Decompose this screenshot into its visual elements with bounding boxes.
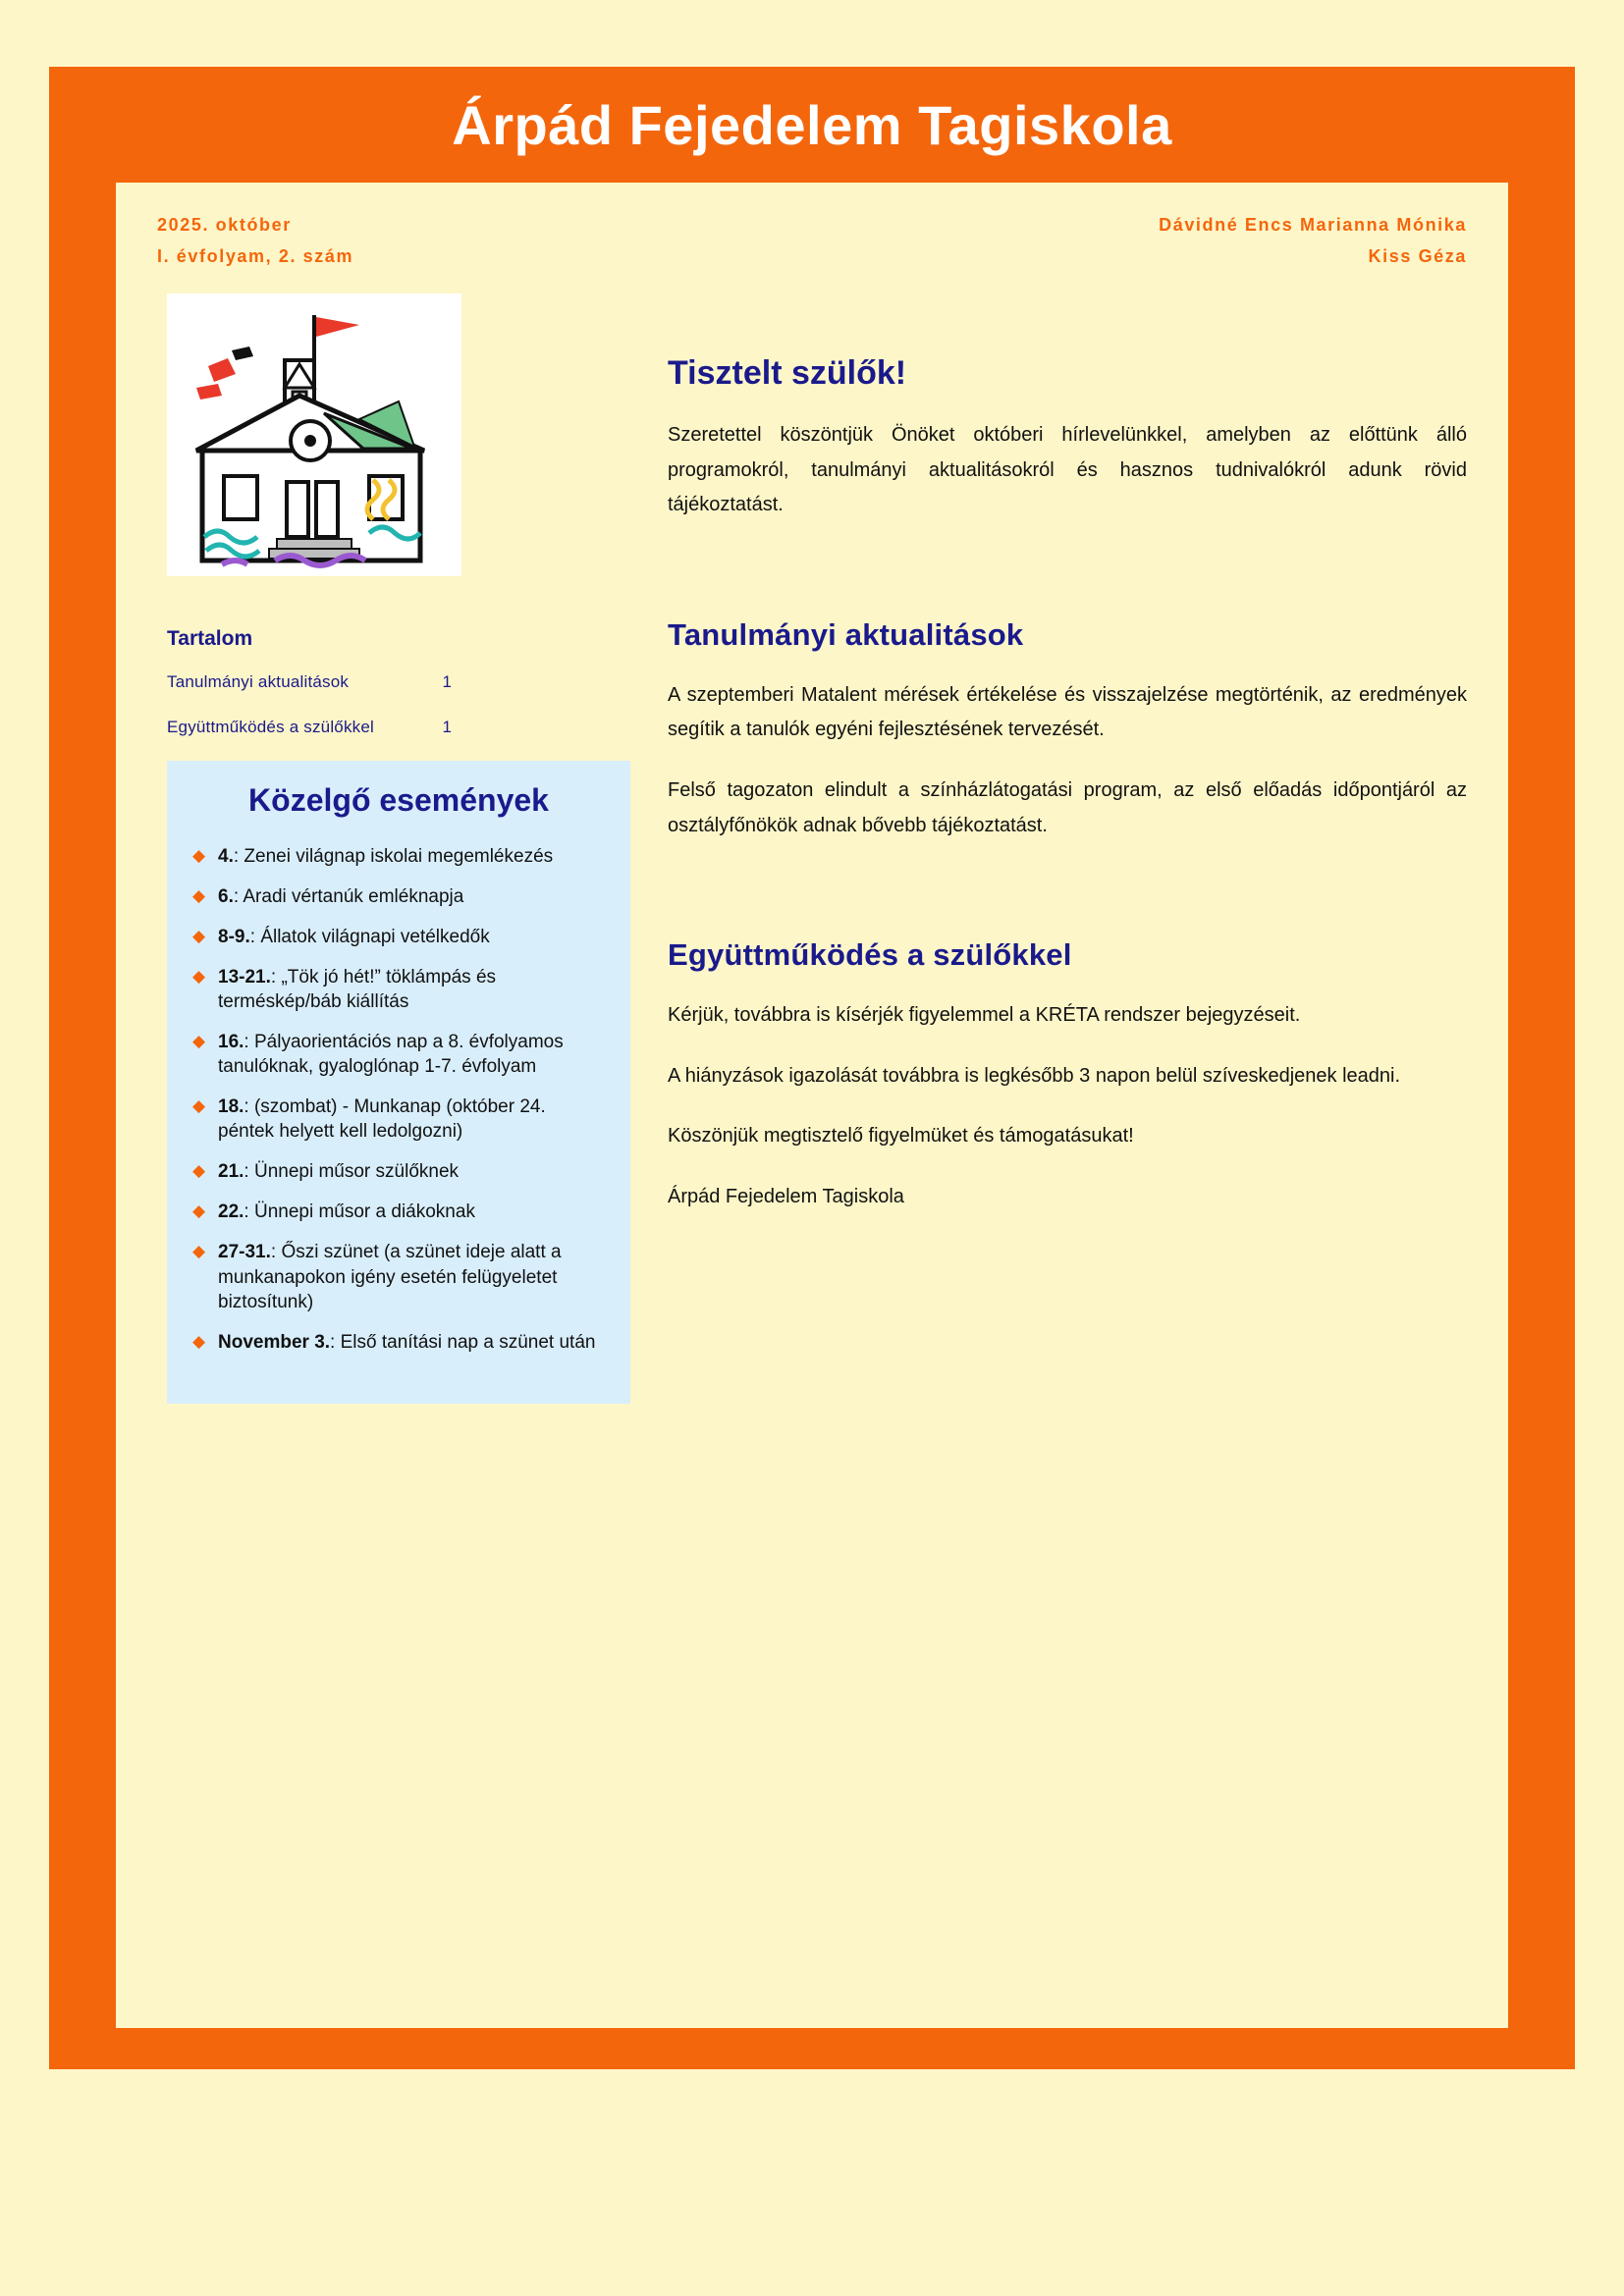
event-date: 16. — [218, 1031, 244, 1052]
event-description: Ünnepi műsor a diákoknak — [253, 1201, 475, 1223]
parents-paragraph-2: A hiányzások igazolását továbbra is legkésőbb 3 napon belül szíveskedjenek leadni. — [668, 1064, 1401, 1087]
page-content — [116, 183, 1508, 2028]
toc-title: Tartalom — [167, 627, 253, 650]
event-separator: : — [244, 1096, 254, 1118]
toc-row[interactable] — [167, 670, 491, 694]
event-text — [218, 1330, 605, 1355]
intro-paragraph: Szeretettel köszöntjük Önöket októberi hírlevelünkkel, amelyben az előttünk álló programokról, tanulmányi aktualitásokról és hasznos tudnivalókról adunk rövid tájékoztatást. — [668, 424, 1467, 516]
diamond-bullet-icon: ◆ — [192, 966, 206, 986]
event-description: Zenei világnap iskolai megemlékezés — [244, 845, 554, 867]
event-separator: : — [233, 885, 244, 907]
parents-paragraph-1: Kérjük, továbbra is kísérjék figyelemmel a KRÉTA rendszer bejegyzéseit. — [668, 1004, 1301, 1027]
list-item — [192, 1030, 605, 1079]
event-description: (szombat) - Munkanap (október 24. péntek helyett kell ledolgozni) — [218, 1096, 546, 1143]
upcoming-events-box — [167, 761, 630, 1404]
right-column — [630, 294, 1467, 1404]
event-description: Őszi szünet (a szünet ideje alatt a munkanapokon igény esetén felügyeletet biztosítunk) — [218, 1242, 562, 1312]
newsletter-page — [49, 67, 1575, 2069]
event-separator: : — [330, 1331, 341, 1353]
toc-row[interactable] — [167, 716, 491, 739]
diamond-bullet-icon: ◆ — [192, 845, 206, 865]
diamond-bullet-icon: ◆ — [192, 1031, 206, 1050]
author-info — [1159, 210, 1467, 272]
event-separator: : — [244, 1031, 254, 1052]
issue-number: I. évfolyam, 2. szám — [157, 245, 354, 266]
diamond-bullet-icon: ◆ — [192, 885, 206, 905]
toc-label: Együttműködés a szülőkkel — [167, 717, 374, 736]
toc-page: 1 — [442, 672, 452, 691]
event-date: 4. — [218, 845, 234, 867]
diamond-bullet-icon: ◆ — [192, 926, 206, 945]
event-date: 21. — [218, 1161, 244, 1183]
event-description: Első tanítási nap a szünet után — [340, 1331, 596, 1353]
event-separator: : — [249, 926, 261, 947]
academic-paragraph-2: Felső tagozaton elindult a színházlátogatási program, az első előadás időpontjáról az osztályfőnökök adnak bővebb tájékoztatást. — [668, 778, 1467, 836]
event-text — [218, 1200, 605, 1224]
event-date: 18. — [218, 1096, 244, 1118]
school-building-clipart — [167, 294, 461, 576]
diamond-bullet-icon: ◆ — [192, 1096, 206, 1116]
event-text — [218, 1030, 605, 1079]
event-text — [218, 1095, 605, 1144]
event-separator: : — [270, 966, 282, 988]
event-separator: : — [270, 1242, 282, 1263]
list-item — [192, 884, 605, 909]
greeting-heading: Tisztelt szülők! — [668, 354, 907, 392]
event-separator: : — [244, 1161, 254, 1183]
body-columns — [116, 294, 1508, 1404]
section-heading-academic: Tanulmányi aktualitások — [668, 616, 1024, 652]
list-item — [192, 1200, 605, 1224]
event-date: 8-9. — [218, 926, 250, 947]
toc-page: 1 — [442, 717, 452, 736]
academic-paragraph-1: A szeptemberi Matalent mérések értékelése és visszajelzése megtörténik, az eredmények segítik a tanulók egyéni fejlesztésének tervezését. — [668, 683, 1467, 741]
diamond-bullet-icon: ◆ — [192, 1161, 206, 1181]
toc-list — [167, 670, 491, 739]
issue-date: 2025. október — [157, 215, 292, 235]
event-text — [218, 1159, 605, 1184]
issue-info — [157, 210, 353, 272]
list-item — [192, 1240, 605, 1313]
parents-paragraph-3: Köszönjük megtisztelő figyelmüket és támogatásukat! — [668, 1125, 1134, 1148]
diamond-bullet-icon: ◆ — [192, 1201, 206, 1221]
event-text — [218, 1240, 605, 1313]
page-title: Árpád Fejedelem Tagiskola — [452, 93, 1172, 156]
diamond-bullet-icon: ◆ — [192, 1331, 206, 1351]
event-text — [218, 844, 605, 869]
list-item — [192, 965, 605, 1014]
signature: Árpád Fejedelem Tagiskola — [668, 1185, 904, 1207]
author-secondary: Kiss Géza — [1368, 245, 1467, 266]
event-date: 27-31. — [218, 1242, 271, 1263]
event-date: November 3. — [218, 1331, 331, 1353]
event-date: 6. — [218, 885, 234, 907]
event-text — [218, 965, 605, 1014]
list-item — [192, 1159, 605, 1184]
masthead — [49, 67, 1575, 183]
list-item — [192, 925, 605, 949]
event-description: Pályaorientációs nap a 8. évfolyamos tanulóknak, gyaloglónap 1-7. évfolyam — [218, 1031, 564, 1078]
event-description: „Tök jó hét!” töklámpás és terméskép/báb kiállítás — [218, 966, 497, 1012]
section-heading-parents: Együttműködés a szülőkkel — [668, 937, 1072, 973]
event-description: Ünnepi műsor szülőknek — [253, 1161, 460, 1183]
meta-row — [116, 183, 1508, 272]
diamond-bullet-icon: ◆ — [192, 1242, 206, 1261]
list-item — [192, 1330, 605, 1355]
event-description: Állatok világnapi vetélkedők — [260, 926, 490, 947]
event-description: Aradi vértanúk emléknapja — [243, 885, 464, 907]
event-separator: : — [244, 1201, 254, 1223]
left-column — [157, 294, 630, 1404]
list-item — [192, 844, 605, 869]
toc-label: Tanulmányi aktualitások — [167, 672, 350, 691]
events-title: Közelgő események — [248, 781, 549, 818]
event-separator: : — [233, 845, 244, 867]
author-primary: Dávidné Encs Marianna Mónika — [1159, 215, 1467, 235]
event-date: 22. — [218, 1201, 244, 1223]
event-text — [218, 884, 605, 909]
event-date: 13-21. — [218, 966, 271, 988]
event-text — [218, 925, 605, 949]
list-item — [192, 1095, 605, 1144]
